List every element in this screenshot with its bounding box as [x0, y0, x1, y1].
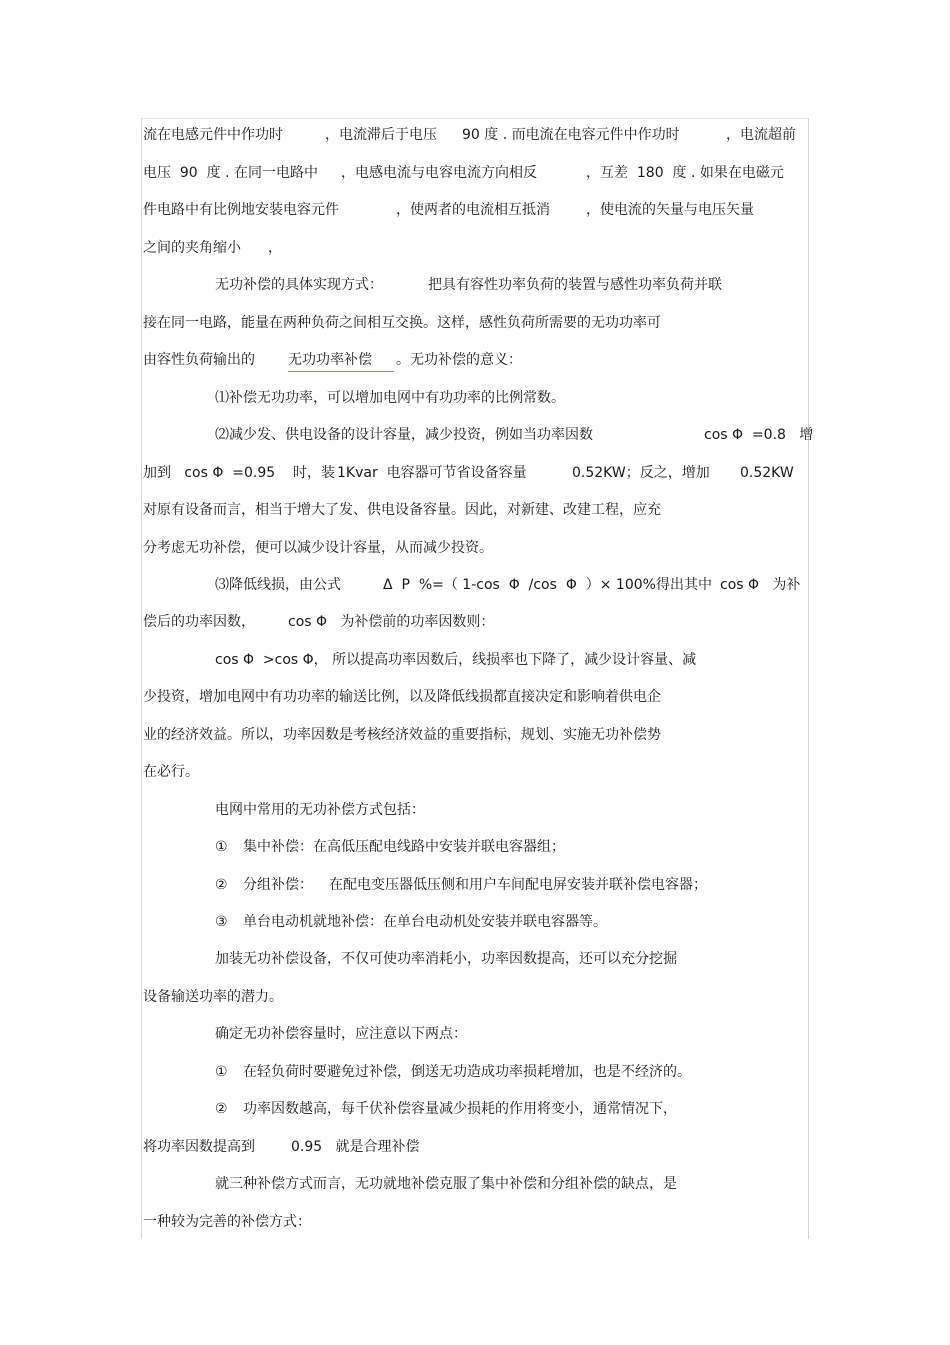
text-line: 在轻负荷时要避免过补偿，倒送无功造成功率损耗增加，也是不经济的。: [243, 1064, 691, 1080]
text-line: 接在同一电路，能量在两种负荷之间相互交换。这样，感性负荷所需要的无功功率可: [143, 315, 661, 331]
text-line: 件电路中有比例地安装电容元件: [143, 202, 339, 218]
text-line: 流在电感元件中作功时: [143, 127, 283, 143]
text-line: ⑶降低线损，由公式: [215, 577, 341, 593]
text-line: 集中补偿：在高低压配电线路中安装并联电容器组；: [243, 839, 565, 855]
text-line: cos Φ >cos Φ， 所以提高功率因数后，线损率也下降了，减少设计容量、减: [215, 652, 697, 668]
link-reactive-compensation[interactable]: 无功功率补偿: [288, 351, 394, 372]
list-marker: ①: [215, 839, 228, 855]
list-marker: ①: [215, 1064, 228, 1080]
list-marker: ③: [215, 914, 228, 930]
text-line: cos Φ =0.8 增: [704, 427, 814, 443]
text-line: 加装无功补偿设备，不仅可使功率消耗小，功率因数提高，还可以充分挖掘: [215, 951, 677, 967]
text-line: 确定无功补偿容量时，应注意以下两点：: [215, 1026, 467, 1042]
text-line: ⑵减少发、供电设备的设计容量，减少投资，例如当功率因数: [215, 427, 593, 443]
text-line: 分组补偿：: [243, 877, 313, 893]
text-line: cos Φ 为补偿前的功率因数则：: [288, 614, 495, 630]
text-line: 设备输送功率的潜力。: [143, 989, 283, 1005]
text-line: 电压 90 度 . 在同一电路中: [143, 165, 318, 181]
text-line: 电网中常用的无功补偿方式包括：: [215, 802, 425, 818]
text-line: 。无功补偿的意义：: [396, 352, 522, 368]
text-line: 90 度 . 而电流在电容元件中作功时: [462, 127, 680, 143]
text-line: cos Φ 为补: [720, 577, 801, 593]
text-line: ，: [268, 240, 282, 256]
text-line: 在配电变压器低压侧和用户车间配电屏安装并联补偿电容器；: [329, 877, 707, 893]
text-line: ⑴补偿无功功率，可以增加电网中有功功率的比例常数。: [215, 390, 565, 406]
text-line: 分考虑无功补偿，便可以减少设计容量，从而减少投资。: [143, 540, 493, 556]
text-line: ，使电流的矢量与电压矢量: [586, 202, 754, 218]
text-line: ，电感电流与电容电流方向相反: [341, 165, 537, 181]
text-line: 之间的夹角缩小: [143, 240, 241, 256]
text-line: 在必行。: [143, 764, 199, 780]
list-marker: ②: [215, 877, 228, 893]
text-line: 对原有设备而言，相当于增大了发、供电设备容量。因此，对新建、改建工程，应充: [143, 502, 661, 518]
list-marker: ②: [215, 1101, 228, 1117]
text-line: ，使两者的电流相互抵消: [396, 202, 550, 218]
text-line: 0.52KW: [740, 465, 794, 481]
text-line: 把具有容性功率负荷的装置与感性功率负荷并联: [428, 277, 722, 293]
text-line: 加到 cos Φ =0.95 时，装: [143, 465, 335, 481]
text-line: 就三种补偿方式而言，无功就地补偿克服了集中补偿和分组补偿的缺点，是: [215, 1176, 677, 1192]
text-line: 0.52KW；反之，增加: [572, 465, 710, 481]
text-line: 由容性负荷输出的: [143, 352, 255, 368]
text-line: Δ P %=（ 1-cos Φ /cos Φ ）× 100%得出其中: [383, 577, 712, 593]
text-line: ，互差 180 度 . 如果在电磁元: [586, 165, 784, 181]
text-line: 偿后的功率因数，: [143, 614, 255, 630]
text-line: 1Kvar 电容器可节省设备容量: [337, 465, 527, 481]
text-line: 0.95 就是合理补偿: [291, 1139, 420, 1155]
text-line: 单台电动机就地补偿：在单台电动机处安装并联电容器等。: [243, 914, 607, 930]
text-line: ，电流超前: [726, 127, 796, 143]
text-line: ，电流滞后于电压: [325, 127, 437, 143]
text-line: 将功率因数提高到: [143, 1139, 255, 1155]
text-line: 业的经济效益。所以，功率因数是考核经济效益的重要指标，规划、实施无功补偿势: [143, 727, 661, 743]
text-line: 功率因数越高，每千伏补偿容量减少损耗的作用将变小，通常情况下，: [243, 1101, 677, 1117]
text-line: 一种较为完善的补偿方式：: [143, 1214, 311, 1230]
text-line: 少投资，增加电网中有功功率的输送比例，以及降低线损都直接决定和影响着供电企: [143, 689, 661, 705]
text-line: 无功补偿的具体实现方式：: [215, 277, 383, 293]
